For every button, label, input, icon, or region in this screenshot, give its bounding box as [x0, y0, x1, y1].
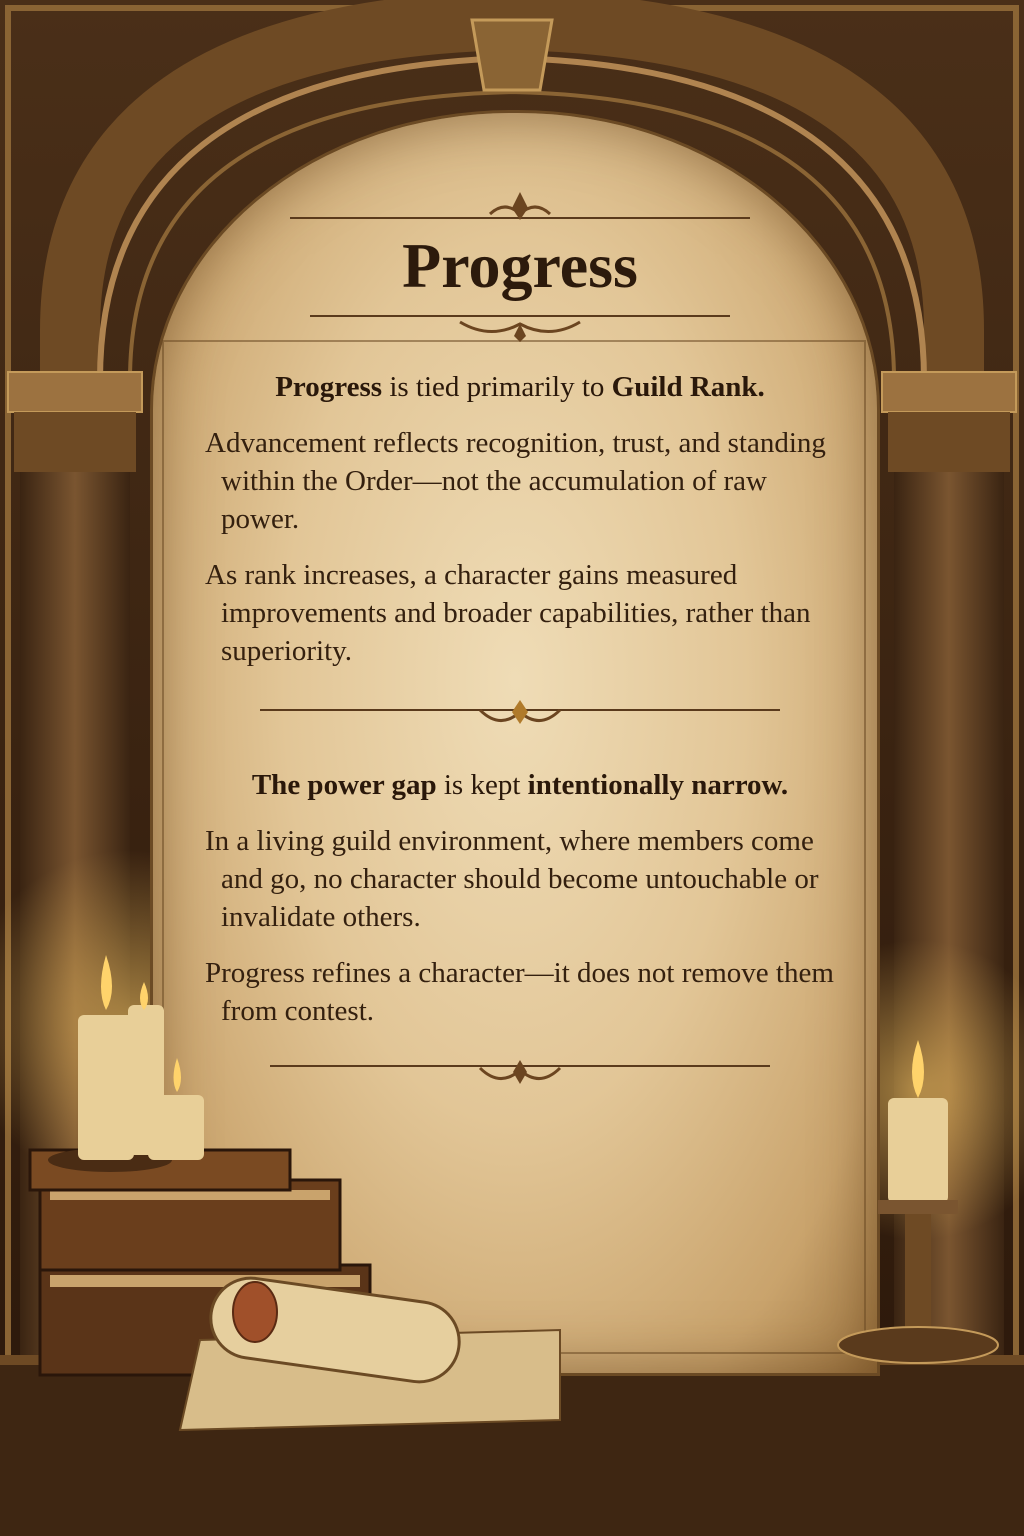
paragraph-refines: Progress refines a character—it does not remove them from contest. — [205, 957, 834, 1027]
lead-gap-bold1: The power gap — [251, 769, 437, 801]
divider-ornament-icon — [270, 1056, 770, 1096]
lead-rank-mid: is tied primarily to — [382, 371, 612, 403]
section-power-gap — [205, 766, 835, 1030]
paragraph-living-guild: In a living guild environment, where members come and go, no character should become untouchable or invalidate others. — [205, 825, 819, 933]
lead-gap-bold2: intentionally narrow. — [527, 769, 789, 801]
paragraph-advancement: Advancement reflects recognition, trust, and standing within the Order—not the accumulation of raw power. — [205, 427, 826, 535]
lead-rank — [205, 368, 835, 406]
paragraph-rank-increase: As rank increases, a character gains measured improvements and broader capabilities, rather than superiority. — [205, 559, 811, 667]
section-rank — [205, 368, 835, 670]
page-title: Progress — [402, 230, 638, 301]
lead-power-gap — [205, 766, 835, 804]
lead-rank-bold2: Guild Rank. — [611, 371, 765, 403]
top-ornament-icon — [290, 190, 750, 226]
lead-rank-bold1: Progress — [275, 371, 383, 403]
divider-ornament-icon — [260, 696, 780, 736]
lead-gap-mid: is kept — [436, 769, 528, 801]
title-flourish-icon — [310, 310, 730, 344]
content-area — [205, 190, 835, 1096]
